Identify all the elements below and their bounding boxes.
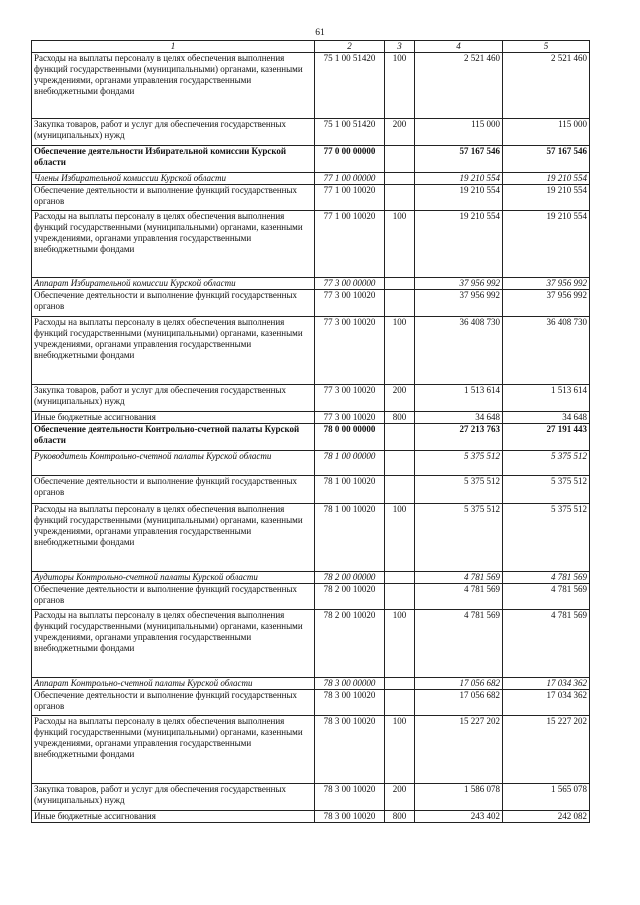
row-amount-col4: 17 056 682 [415, 690, 503, 716]
table-row [32, 211, 590, 278]
table-row [32, 811, 590, 823]
row-amount-col4: 1 513 614 [415, 385, 503, 412]
column-header-4: 4 [415, 41, 503, 53]
row-amount-col4: 37 956 992 [415, 290, 503, 317]
table-row [32, 424, 590, 451]
row-expense-type: 100 [385, 317, 415, 385]
table-row [32, 385, 590, 412]
row-code: 78 3 00 10020 [315, 716, 385, 784]
row-amount-col4: 1 586 078 [415, 784, 503, 811]
row-code: 78 1 00 10020 [315, 504, 385, 572]
row-amount-col5: 17 034 362 [503, 690, 590, 716]
row-name: Закупка товаров, работ и услуг для обеспечения государственных (муниципальных) нужд [32, 784, 315, 811]
row-amount-col5: 4 781 569 [503, 584, 590, 610]
row-amount-col5: 27 191 443 [503, 424, 590, 451]
row-amount-col4: 19 210 554 [415, 211, 503, 278]
row-amount-col5: 15 227 202 [503, 716, 590, 784]
row-amount-col5: 1 513 614 [503, 385, 590, 412]
row-expense-type: 800 [385, 412, 415, 424]
row-amount-col5: 19 210 554 [503, 185, 590, 211]
row-expense-type: 100 [385, 504, 415, 572]
row-name: Руководитель Контрольно-счетной палаты Курской области [32, 451, 315, 476]
row-expense-type: 100 [385, 211, 415, 278]
row-amount-col5: 4 781 569 [503, 610, 590, 678]
row-code: 75 1 00 51420 [315, 119, 385, 146]
row-code: 77 3 00 10020 [315, 290, 385, 317]
row-code: 78 0 00 00000 [315, 424, 385, 451]
row-expense-type [385, 572, 415, 584]
row-code: 77 3 00 10020 [315, 317, 385, 385]
row-amount-col4: 243 402 [415, 811, 503, 823]
row-amount-col5: 5 375 512 [503, 504, 590, 572]
table-header [32, 41, 590, 53]
row-name: Закупка товаров, работ и услуг для обеспечения государственных (муниципальных) нужд [32, 385, 315, 412]
page-number: 61 [315, 28, 325, 38]
row-amount-col5: 19 210 554 [503, 211, 590, 278]
row-amount-col4: 5 375 512 [415, 451, 503, 476]
table-row [32, 784, 590, 811]
row-amount-col4: 4 781 569 [415, 610, 503, 678]
row-expense-type [385, 278, 415, 290]
row-amount-col4: 37 956 992 [415, 278, 503, 290]
row-code: 78 1 00 00000 [315, 451, 385, 476]
row-amount-col4: 5 375 512 [415, 504, 503, 572]
table-row [32, 504, 590, 572]
row-amount-col5: 19 210 554 [503, 173, 590, 185]
table-row [32, 290, 590, 317]
table-row [32, 119, 590, 146]
row-amount-col5: 37 956 992 [503, 290, 590, 317]
row-amount-col5: 17 034 362 [503, 678, 590, 690]
row-amount-col5: 1 565 078 [503, 784, 590, 811]
row-name: Иные бюджетные ассигнования [32, 412, 315, 424]
row-expense-type [385, 678, 415, 690]
row-code: 77 1 00 10020 [315, 185, 385, 211]
row-amount-col4: 19 210 554 [415, 173, 503, 185]
row-name: Обеспечение деятельности и выполнение функций государственных органов [32, 185, 315, 211]
row-expense-type: 100 [385, 610, 415, 678]
row-expense-type: 100 [385, 716, 415, 784]
row-code: 77 1 00 00000 [315, 173, 385, 185]
table-row [32, 678, 590, 690]
column-header-3: 3 [385, 41, 415, 53]
table-row [32, 185, 590, 211]
row-name: Обеспечение деятельности и выполнение функций государственных органов [32, 690, 315, 716]
row-name: Расходы на выплаты персоналу в целях обеспечения выполнения функций государственными (муниципальными) органами, казенными учреждениями, органами управления государственными внебюджетными фондами [32, 610, 315, 678]
row-code: 78 1 00 10020 [315, 476, 385, 504]
row-amount-col5: 242 082 [503, 811, 590, 823]
row-amount-col5: 5 375 512 [503, 476, 590, 504]
row-amount-col4: 27 213 763 [415, 424, 503, 451]
table-row [32, 173, 590, 185]
table-row [32, 53, 590, 119]
row-code: 77 0 00 00000 [315, 146, 385, 173]
row-amount-col4: 5 375 512 [415, 476, 503, 504]
table-row [32, 572, 590, 584]
row-amount-col4: 36 408 730 [415, 317, 503, 385]
row-name: Иные бюджетные ассигнования [32, 811, 315, 823]
table-row [32, 278, 590, 290]
row-amount-col5: 4 781 569 [503, 572, 590, 584]
table-row [32, 146, 590, 173]
row-name: Обеспечение деятельности и выполнение функций государственных органов [32, 476, 315, 504]
row-code: 78 3 00 10020 [315, 690, 385, 716]
row-expense-type [385, 476, 415, 504]
row-name: Закупка товаров, работ и услуг для обеспечения государственных (муниципальных) нужд [32, 119, 315, 146]
table-row [32, 451, 590, 476]
row-code: 78 2 00 00000 [315, 572, 385, 584]
row-amount-col4: 57 167 546 [415, 146, 503, 173]
row-name: Обеспечение деятельности Избирательной комиссии Курской области [32, 146, 315, 173]
table-row [32, 716, 590, 784]
row-amount-col5: 115 000 [503, 119, 590, 146]
row-code: 77 3 00 00000 [315, 278, 385, 290]
row-name: Обеспечение деятельности Контрольно-счетной палаты Курской области [32, 424, 315, 451]
row-expense-type [385, 185, 415, 211]
row-code: 77 3 00 10020 [315, 412, 385, 424]
row-code: 78 3 00 10020 [315, 784, 385, 811]
table-row [32, 317, 590, 385]
row-expense-type [385, 451, 415, 476]
row-name: Расходы на выплаты персоналу в целях обеспечения выполнения функций государственными (муниципальными) органами, казенными учреждениями, органами управления государственными внебюджетными фондами [32, 504, 315, 572]
row-expense-type [385, 173, 415, 185]
row-amount-col4: 19 210 554 [415, 185, 503, 211]
row-code: 78 3 00 00000 [315, 678, 385, 690]
row-amount-col4: 15 227 202 [415, 716, 503, 784]
row-code: 77 3 00 10020 [315, 385, 385, 412]
column-header-1: 1 [32, 41, 315, 53]
row-amount-col4: 34 648 [415, 412, 503, 424]
row-expense-type [385, 290, 415, 317]
row-code: 78 2 00 10020 [315, 610, 385, 678]
row-name: Расходы на выплаты персоналу в целях обеспечения выполнения функций государственными (муниципальными) органами, казенными учреждениями, органами управления государственными внебюджетными фондами [32, 211, 315, 278]
row-expense-type [385, 690, 415, 716]
row-amount-col4: 115 000 [415, 119, 503, 146]
row-amount-col4: 17 056 682 [415, 678, 503, 690]
row-amount-col5: 2 521 460 [503, 53, 590, 119]
table-row [32, 476, 590, 504]
row-amount-col5: 57 167 546 [503, 146, 590, 173]
row-name: Расходы на выплаты персоналу в целях обеспечения выполнения функций государственными (муниципальными) органами, казенными учреждениями, органами управления государственными внебюджетными фондами [32, 53, 315, 119]
table-row [32, 610, 590, 678]
row-code: 78 2 00 10020 [315, 584, 385, 610]
row-expense-type: 100 [385, 53, 415, 119]
row-name: Аппарат Избирательной комиссии Курской области [32, 278, 315, 290]
row-expense-type [385, 146, 415, 173]
table-row [32, 690, 590, 716]
row-name: Аудиторы Контрольно-счетной палаты Курской области [32, 572, 315, 584]
row-name: Расходы на выплаты персоналу в целях обеспечения выполнения функций государственными (муниципальными) органами, казенными учреждениями, органами управления государственными внебюджетными фондами [32, 716, 315, 784]
column-header-5: 5 [503, 41, 590, 53]
table-row [32, 412, 590, 424]
column-header-2: 2 [315, 41, 385, 53]
row-name: Обеспечение деятельности и выполнение функций государственных органов [32, 290, 315, 317]
table-row [32, 584, 590, 610]
row-expense-type: 200 [385, 385, 415, 412]
row-name: Аппарат Контрольно-счетной палаты Курской области [32, 678, 315, 690]
row-name: Обеспечение деятельности и выполнение функций государственных органов [32, 584, 315, 610]
row-code: 75 1 00 51420 [315, 53, 385, 119]
row-amount-col5: 5 375 512 [503, 451, 590, 476]
row-amount-col4: 2 521 460 [415, 53, 503, 119]
row-amount-col4: 4 781 569 [415, 584, 503, 610]
table-body [32, 53, 590, 823]
row-expense-type [385, 424, 415, 451]
row-expense-type: 200 [385, 119, 415, 146]
row-expense-type: 800 [385, 811, 415, 823]
budget-table [31, 40, 590, 823]
row-code: 77 1 00 10020 [315, 211, 385, 278]
row-amount-col5: 34 648 [503, 412, 590, 424]
row-code: 78 3 00 10020 [315, 811, 385, 823]
row-name: Расходы на выплаты персоналу в целях обеспечения выполнения функций государственными (муниципальными) органами, казенными учреждениями, органами управления государственными внебюджетными фондами [32, 317, 315, 385]
row-expense-type: 200 [385, 784, 415, 811]
row-amount-col5: 37 956 992 [503, 278, 590, 290]
row-amount-col4: 4 781 569 [415, 572, 503, 584]
row-amount-col5: 36 408 730 [503, 317, 590, 385]
row-name: Члены Избирательной комиссии Курской области [32, 173, 315, 185]
row-expense-type [385, 584, 415, 610]
